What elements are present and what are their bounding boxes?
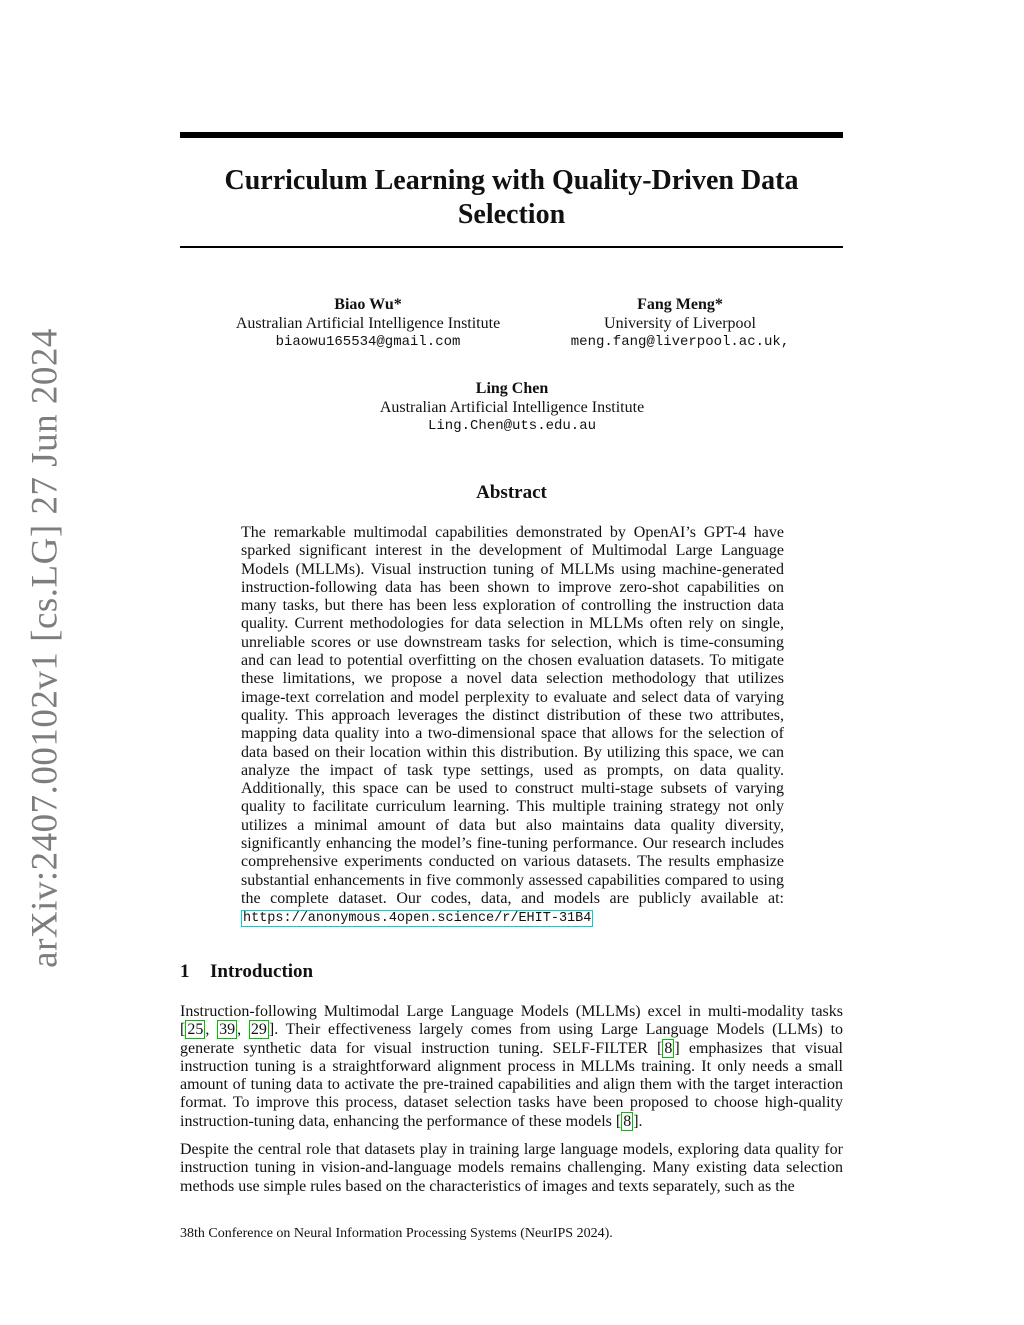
code-link[interactable]: https://anonymous.4open.science/r/EHIT-31B4 bbox=[243, 911, 592, 927]
author-block bbox=[312, 379, 712, 436]
citation-link[interactable]: 39 bbox=[219, 1021, 236, 1039]
author-affiliation: University of Liverpool bbox=[604, 315, 756, 332]
author-name: Biao Wu* bbox=[334, 296, 402, 313]
citation-link[interactable]: 25 bbox=[187, 1021, 204, 1039]
abstract-text: The remarkable multimodal capabilities demonstrated by OpenAI’s GPT-4 have sparked significant interest in the development of Multimodal Large Language Models (MLLMs). Visual instruction tuning of MLLMs using machine-generated instruction-following data has been shown to improve zero-shot capabilities on many tasks, but there has been less exploration of controlling the instruction data quality. Current methodologies for data selection in MLLMs often rely on single, unreliable scores or use downstream tasks for selection, which is time-consuming and can lead to potential overfitting on the chosen evaluation datasets. To mitigate these limitations, we propose a novel data selection methodology that utilizes image-text correlation and model perplexity to evaluate and select data of varying quality. This approach leverages the distinct distribution of these two attributes, mapping data quality into a two-dimensional space that allows for the selection of data based on their location within this distribution. By utilizing this space, we can analyze the impact of task type settings, used as prompts, on data quality. Additionally, this space can be used to construct multi-stage subsets of varying quality to facilitate curriculum learning. This multiple training strategy not only utilizes a minimal amount of data but also maintains data quality diversity, significantly enhancing the model’s fine-tuning performance. Our research includes comprehensive experiments conducted on various datasets. The results emphasize substantial enhancements in five commonly assessed capabilities compared to using the complete dataset. Our codes, data, and models are publicly available at: bbox=[241, 524, 784, 907]
author-name: Ling Chen bbox=[475, 380, 549, 397]
title-bottom-rule bbox=[180, 246, 843, 248]
abstract-body bbox=[241, 524, 784, 929]
citation-link[interactable]: 8 bbox=[664, 1039, 673, 1057]
paragraph-text: ] emphasizes that visual instruction tuning is a straightforward alignment process in MLLMs training. It only needs a small amount of tuning data to activate the pre-trained capabilities and align them with the target interaction format. To improve this process, dataset selection tasks have been proposed to choose high-quality instruction-tuning data, enhancing the performance of these models [ bbox=[180, 1039, 843, 1130]
author-name: Fang Meng* bbox=[637, 296, 723, 313]
paragraph-text: Instruction-following Multimodal Large Language Models (MLLMs) excel in multi-modality tasks [ bbox=[180, 1003, 843, 1039]
paragraph-text: ]. bbox=[633, 1112, 643, 1130]
author-email[interactable]: meng.fang@liverpool.ac.uk, bbox=[570, 334, 790, 350]
citation-link[interactable]: 8 bbox=[623, 1112, 632, 1130]
section-number: 1 bbox=[180, 961, 190, 982]
section-title: Introduction bbox=[210, 961, 314, 982]
paper-title: Curriculum Learning with Quality-Driven Data Selection bbox=[224, 165, 799, 230]
introduction-body bbox=[180, 1003, 843, 1206]
author-block bbox=[540, 295, 820, 352]
paragraph: Instruction-following Multimodal Large Language Models (MLLMs) excel in multi-modality tasks [ 25 , 39 , 29 ]. Their effectiveness largely comes from using Large Language Models (LLMs) to generate synthetic data for visual instruction tuning. SELF-FILTER [ 8 ] emphasizes that visual instruction tuning is a straightforward alignment process in MLLMs training. It only needs a small amount of tuning data to activate the pre-trained capabilities and align them with the target interaction format. To improve this process, dataset selection tasks have been proposed to choose high-quality instruction-tuning data, enhancing the performance of these models [ 8 ]. bbox=[180, 1003, 844, 1130]
author-block bbox=[218, 295, 518, 352]
paragraph-text: ]. Their effectiveness largely comes from using Large Language Models (LLMs) to generate synthetic data for visual instruction tuning. SELF-FILTER [ bbox=[180, 1021, 844, 1057]
author-email[interactable]: biaowu165534@gmail.com bbox=[275, 334, 461, 350]
author-affiliation: Australian Artificial Intelligence Institute bbox=[235, 315, 501, 332]
abstract-heading: Abstract bbox=[476, 482, 547, 503]
conference-footnote: 38th Conference on Neural Information Processing Systems (NeurIPS 2024). bbox=[180, 1226, 613, 1241]
section-heading-introduction bbox=[180, 961, 313, 983]
author-email[interactable]: Ling.Chen@uts.edu.au bbox=[427, 418, 597, 434]
author-affiliation: Australian Artificial Intelligence Institute bbox=[379, 399, 645, 416]
title-top-rule bbox=[180, 132, 843, 138]
paragraph: Despite the central role that datasets play in training large language models, exploring data quality for instruction tuning in vision-and-language models remains challenging. Many existing data selection methods use simple rules based on the characteristics of images and texts separately, such as the bbox=[180, 1141, 843, 1195]
arxiv-identifier: arXiv:2407.00102v1 [cs.LG] 27 Jun 2024 bbox=[24, 328, 66, 968]
citation-link[interactable]: 29 bbox=[250, 1021, 267, 1039]
